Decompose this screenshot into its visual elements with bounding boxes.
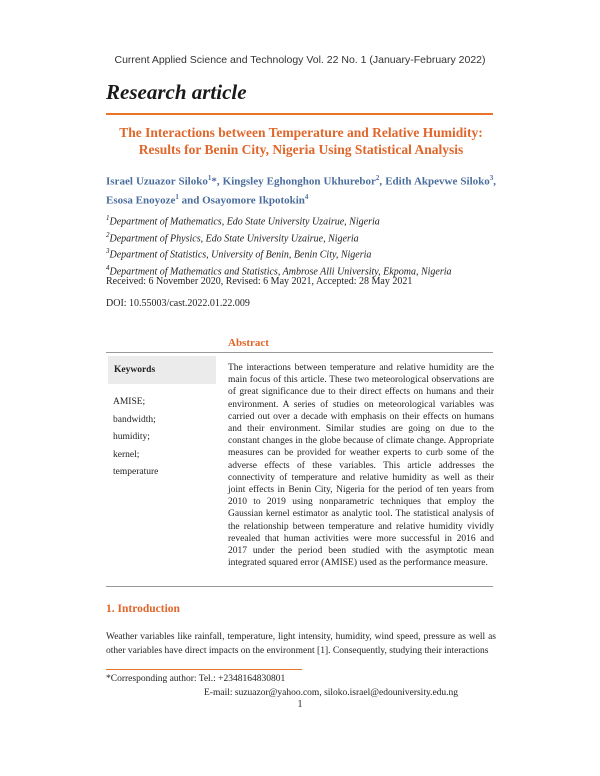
author-list [106, 171, 496, 208]
author-sup: 1 [207, 174, 212, 182]
author-sup: 2 [375, 174, 380, 182]
affiliation-text: Department of Physics, Edo State University Uzairue, Nigeria [109, 232, 359, 244]
title-line-1: The Interactions between Temperature and Relative Humidity: [119, 125, 483, 140]
keyword-item: kernel; [113, 449, 140, 460]
author-separator: , [379, 175, 386, 188]
keyword-item: bandwidth; [113, 414, 156, 425]
author-email[interactable]: E-mail: suzuazor@yahoo.com, siloko.israel@edouniversity.edu.ng [204, 688, 459, 698]
author-separator: and [178, 194, 203, 207]
header-rule [106, 113, 493, 115]
article-title [106, 124, 496, 158]
keyword-item: temperature [113, 467, 159, 477]
introduction-heading: 1. Introduction [106, 603, 180, 615]
article-dates: Received: 6 November 2020, Revised: 6 May 2021, Accepted: 28 May 2021 [106, 276, 413, 287]
introduction-text: Weather variables like rainfall, temperature, light intensity, humidity, wind speed, pressure as well as other variables have direct impacts on the environment [1]. Consequently, studying their interactions [106, 632, 496, 656]
author-sup: 4 [304, 192, 309, 201]
author-sup: 3 [489, 174, 494, 182]
affiliation-text: Department of Mathematics, Edo State University Uzairue, Nigeria [109, 216, 380, 228]
affiliation [106, 245, 506, 262]
abstract-rule-top [106, 352, 493, 353]
abstract-rule-bottom [106, 586, 493, 587]
journal-header: Current Applied Science and Technology Vol. 22 No. 1 (January-February 2022) [114, 54, 486, 66]
author-name: Edith Akpevwe Siloko [385, 175, 490, 188]
footnote-rule [106, 669, 302, 670]
keywords-heading: Keywords [114, 365, 156, 375]
keyword-item: humidity; [113, 432, 150, 442]
author-separator: , [493, 175, 497, 188]
title-line-2: Results for Benin City, Nigeria Using Statistical Analysis [138, 142, 464, 157]
author-name: Esosa Enoyoze [106, 194, 176, 207]
abstract-heading: Abstract [228, 337, 269, 349]
affiliation-text: Department of Mathematics and Statistics, Ambrose Alli University, Ekpoma, Nigeria [109, 266, 452, 278]
affiliation-sup: 4 [106, 263, 110, 272]
affiliation-text: Department of Statistics, University of Benin, Benin City, Nigeria [109, 249, 372, 261]
author-name: Kingsley Eghonghon Ukhurebor [222, 175, 376, 188]
author-name: Israel Uzuazor Siloko [106, 175, 208, 188]
keywords-list [113, 394, 158, 482]
author-sup: 1 [175, 192, 179, 201]
affiliation [106, 229, 506, 246]
abstract-text: The interactions between temperature and relative humidity are the main focus of this article. These two meteorological observations are of great significance due to their direct effects on humans and their environment. A series of studies on meteorological variables was carried out over a decade with emphasis on their effects on humans and their environment. Similar studies are going on due to the constant changes in the globe because of climate change. Appropriate measures can be provided for weather experts to curb some of the adverse effects of these variables. This article addresses the connectivity of temperature and relative humidity as well as their joint effects in Benin City, Nigeria for the period of ten years from 2010 to 2019 using nonparametric techniques that employ the Gaussian kernel estimator as analytic tool. The statistical analysis of the relationship between temperature and relative humidity vividly revealed that human activities were more successful in 2016 and 2017 under the period been studied with the asymptotic mean integrated squared error (AMISE) used as the performance measure. [228, 363, 494, 569]
affiliation-sup: 3 [106, 247, 110, 256]
affiliation-sup: 1 [106, 214, 110, 222]
affiliation-sup: 2 [106, 230, 110, 239]
author-name: Osayomore Ikpotokin [202, 194, 305, 207]
section-label: Research article [106, 80, 247, 104]
keywords-header-box [108, 356, 216, 384]
keyword-item: AMISE; [113, 397, 146, 407]
affiliations [106, 212, 506, 279]
page-number: 1 [297, 699, 303, 710]
author-separator: *, [211, 175, 223, 188]
affiliation [106, 212, 506, 229]
doi-link[interactable]: DOI: 10.55003/cast.2022.01.22.009 [106, 298, 250, 309]
corresponding-author: *Corresponding author: Tel.: +2348164830801 [106, 674, 286, 684]
